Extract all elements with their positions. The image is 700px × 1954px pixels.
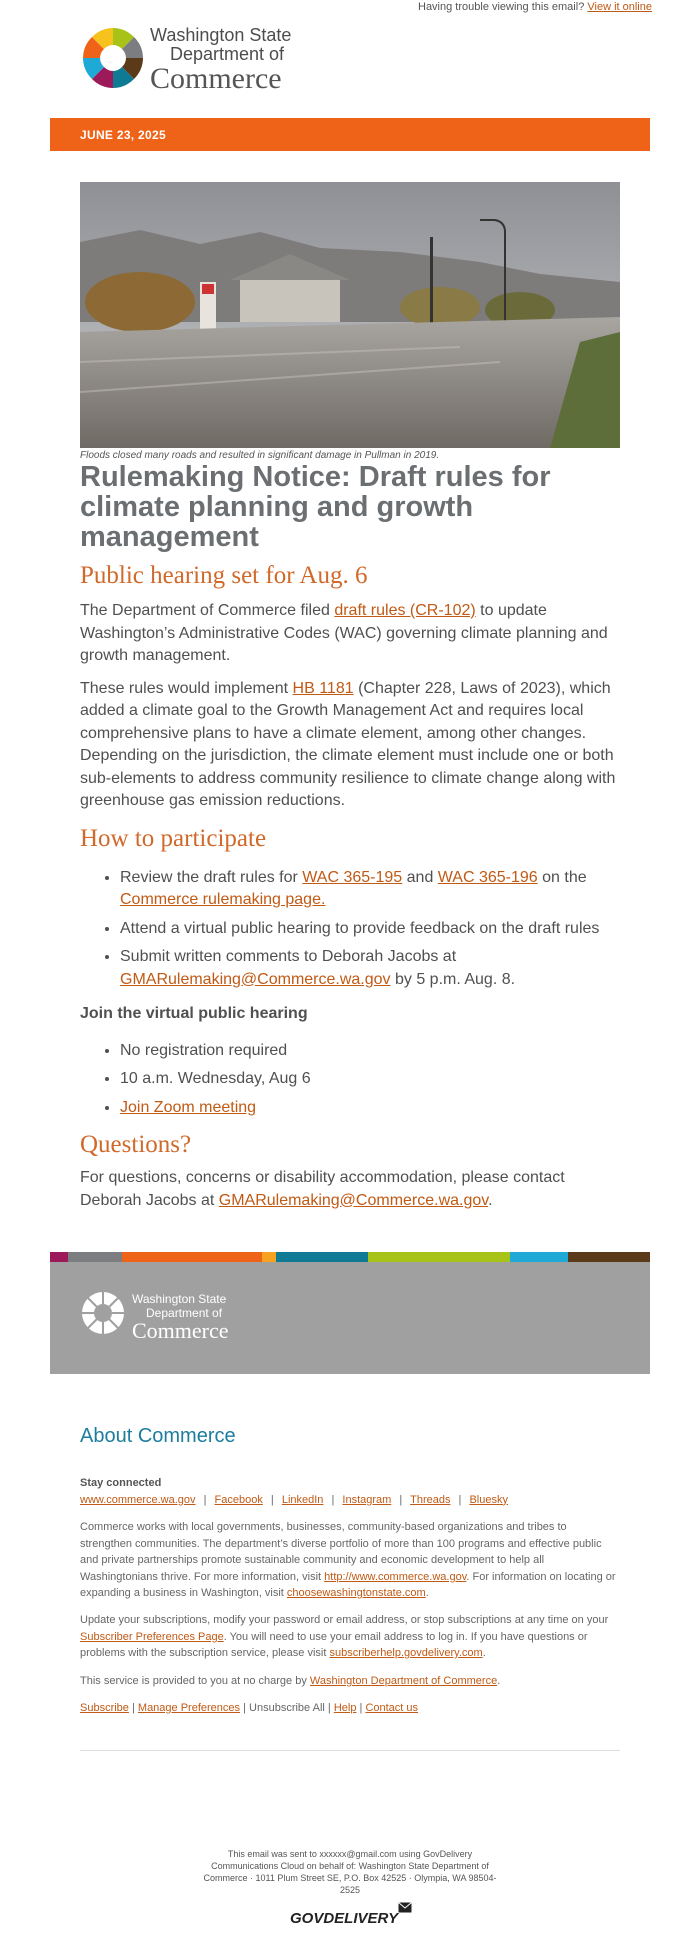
- footer-logo-line3: Commerce: [132, 1318, 229, 1343]
- logo-line1: Washington State: [150, 25, 292, 45]
- separator: |: [203, 1493, 207, 1506]
- rulemaking-page-link[interactable]: Commerce rulemaking page.: [120, 891, 326, 908]
- commerce-dept-link[interactable]: Washington Department of Commerce: [309, 1675, 498, 1687]
- govdelivery-logo: [290, 1910, 420, 1936]
- social-links: [80, 1492, 620, 1509]
- list-item: [120, 946, 625, 991]
- stripe: [262, 1252, 276, 1262]
- q-text: For questions, concerns or disability accommodation, please contact Deborah Jacobs at: [80, 1169, 565, 1209]
- p2-text-a: These rules would implement: [80, 679, 293, 697]
- commerce-url-link[interactable]: http://www.commerce.wa.gov: [324, 1570, 467, 1583]
- q-text-b: .: [488, 1191, 493, 1209]
- participate-list: [80, 867, 625, 992]
- separator: |: [270, 1493, 274, 1506]
- footer-logo-line2: Department of: [146, 1306, 223, 1320]
- p1-text-a: The Department of Commerce filed: [80, 602, 335, 619]
- govd-line3: Commerce · 1011 Plum Street SE, P.O. Box 42525 · Olympia, WA 98504-: [203, 1873, 497, 1883]
- about-description: [80, 1519, 620, 1602]
- logo-line3: Commerce: [150, 62, 282, 95]
- flood-photo: [80, 182, 620, 448]
- list-item: [120, 1097, 625, 1120]
- subscriber-preferences-link[interactable]: Subscriber Preferences Page: [80, 1630, 224, 1643]
- commerce-logo-white-icon: [80, 1290, 126, 1336]
- bluesky-link[interactable]: Bluesky: [469, 1493, 508, 1506]
- date-text: JUNE 23, 2025: [80, 128, 166, 142]
- instagram-link[interactable]: Instagram: [342, 1493, 392, 1506]
- stripe: [50, 1252, 68, 1262]
- wac-365-196-link[interactable]: WAC 365-196: [437, 868, 538, 886]
- list-item: [120, 867, 625, 912]
- b1-mid: and: [402, 868, 438, 886]
- questions-heading: Questions?: [80, 1131, 192, 1158]
- service-text-b: .: [497, 1675, 501, 1687]
- wac-365-195-link[interactable]: WAC 365-195: [302, 868, 403, 886]
- footer-logo-line1: Washington State: [132, 1292, 227, 1306]
- separator: |: [458, 1493, 462, 1506]
- separator: |: [131, 1702, 135, 1714]
- p1-text-b: to update Washington’s Administrative Codes (WAC) governing climate planning and growth management.: [80, 602, 608, 664]
- list-item: • Attend a virtual public hearing to provide feedback on the draft rules: [120, 918, 625, 941]
- separator: |: [359, 1702, 363, 1714]
- desc-text-c: .: [425, 1587, 429, 1599]
- subscription-links: [80, 1700, 620, 1717]
- questions-paragraph: [80, 1167, 625, 1212]
- separator: |: [399, 1493, 403, 1506]
- govd-line4: 2525: [339, 1885, 361, 1895]
- divider: [80, 1750, 620, 1751]
- logo-line2: Department of: [170, 44, 285, 64]
- update-text-a: Update your subscriptions, modify your password or email address, or stop subscriptions at any time on your: [80, 1614, 609, 1626]
- separator: |: [331, 1493, 335, 1506]
- govdelivery-notice: [200, 1848, 500, 1896]
- color-stripes: [50, 1252, 650, 1262]
- subscribe-link[interactable]: Subscribe: [80, 1702, 129, 1714]
- view-online-link[interactable]: View it online: [587, 1, 652, 13]
- choosewashington-link[interactable]: choosewashingtonstate.com: [286, 1587, 426, 1599]
- stripe: [68, 1252, 122, 1262]
- b1-text-b: on the: [537, 868, 587, 886]
- stripe: [510, 1252, 568, 1262]
- comments-email-link[interactable]: GMARulemaking@Commerce.wa.gov: [120, 970, 391, 988]
- linkedin-link[interactable]: LinkedIn: [281, 1493, 324, 1506]
- desc-text-b: . For information on locating or expanding a business in Washington, visit: [80, 1570, 616, 1599]
- threads-link[interactable]: Threads: [410, 1493, 451, 1506]
- manage-preferences-link[interactable]: Manage Preferences: [137, 1702, 241, 1714]
- stripe: [568, 1252, 650, 1262]
- main-content: [80, 462, 625, 1212]
- join-list: [80, 1040, 625, 1120]
- subscription-info: [80, 1612, 620, 1662]
- govdelivery-brand: GOVDELIVERY: [290, 1910, 399, 1927]
- desc-text-a: Commerce works with local governments, businesses, community-based organizations and tribes to strengthen communities. The department’s diverse portfolio of more than 100 programs and effective public and private partnerships promote sustainable community and economic development to help all Washingtonians thrive. For more information, visit: [80, 1521, 602, 1583]
- hearing-heading: Public hearing set for Aug. 6: [80, 562, 368, 589]
- separator: |: [243, 1702, 246, 1714]
- trouble-viewing: [418, 0, 652, 14]
- footer-logo-box: [50, 1262, 650, 1374]
- date-bar: [50, 118, 650, 151]
- stripe: [368, 1252, 510, 1262]
- facebook-link[interactable]: Facebook: [214, 1493, 263, 1506]
- participate-heading: How to participate: [80, 824, 267, 852]
- envelope-icon: [398, 1902, 412, 1913]
- photo-caption: Floods closed many roads and resulted in significant damage in Pullman in 2019.: [80, 450, 440, 461]
- website-link[interactable]: www.commerce.wa.gov: [80, 1493, 196, 1506]
- footer-logo-text: [132, 1292, 229, 1342]
- help-link[interactable]: Help: [333, 1702, 357, 1714]
- update-text-c: .: [482, 1647, 486, 1659]
- commerce-logo-icon: [81, 26, 145, 90]
- join-heading: Join the virtual public hearing: [80, 1005, 308, 1022]
- b3-text: Submit written comments to Deborah Jacobs at: [120, 948, 457, 965]
- contact-us-link[interactable]: Contact us: [365, 1702, 419, 1714]
- stay-connected-label: Stay connected: [80, 1477, 162, 1489]
- govd-line1: This email was sent to xxxxxx@gmail.com using GovDelivery: [227, 1849, 473, 1859]
- about-heading: About Commerce: [80, 1425, 236, 1447]
- stay-connected: [80, 1475, 620, 1508]
- draft-rules-link[interactable]: draft rules (CR-102): [334, 602, 476, 619]
- subscriberhelp-link[interactable]: subscriberhelp.govdelivery.com: [329, 1647, 483, 1659]
- hb-1181-link[interactable]: HB 1181: [292, 679, 354, 697]
- unsubscribe-all-text: Unsubscribe All: [249, 1702, 325, 1714]
- stripe: [122, 1252, 262, 1262]
- trouble-text: Having trouble viewing this email?: [418, 1, 585, 13]
- b3-text-b: by 5 p.m. Aug. 8.: [390, 970, 516, 988]
- p2-text-b: (Chapter 228, Laws of 2023), which added a climate goal to the Growth Management Act and requires local comprehensive plans to have a climate element, among other changes. Depending on the jurisdiction, the climate element must include one or both sub-elements to address community resilience to climate change along with greenhouse gas emission reductions.: [80, 679, 616, 809]
- logo-wordmark: [150, 26, 291, 94]
- list-item: • No registration required: [120, 1040, 625, 1063]
- update-text-b: . You will need to use your email address to log in. If you have questions or problems with the subscription service, please visit: [80, 1630, 588, 1659]
- hb-paragraph: [80, 678, 625, 813]
- service-text: This service is provided to you at no charge by: [80, 1675, 310, 1687]
- govd-line2: Communications Cloud on behalf of: Washington State Department of: [211, 1861, 489, 1871]
- zoom-meeting-link[interactable]: Join Zoom meeting: [120, 1098, 257, 1116]
- questions-email-link[interactable]: GMARulemaking@Commerce.wa.gov: [218, 1191, 489, 1209]
- list-item: • 10 a.m. Wednesday, Aug 6: [120, 1068, 625, 1091]
- service-note: [80, 1673, 620, 1690]
- page-title: Rulemaking Notice: Draft rules for climate planning and growth management: [80, 461, 551, 553]
- separator: |: [327, 1702, 331, 1714]
- stripe: [276, 1252, 368, 1262]
- intro-paragraph: [80, 600, 625, 668]
- b1-text: Review the draft rules for: [120, 868, 303, 886]
